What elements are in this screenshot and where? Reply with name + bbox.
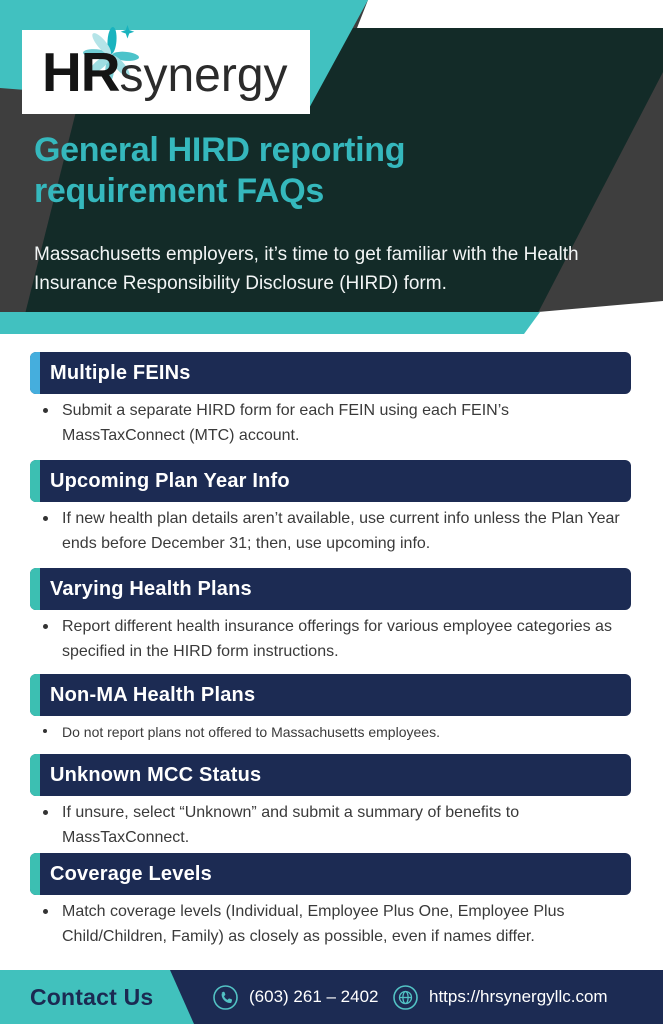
- phone-icon: [212, 984, 239, 1011]
- section-bullets: [30, 506, 631, 556]
- page-subtitle: Massachusetts employers, it’s time to get familiar with the Health Insurance Responsibility Disclosure (HIRD) form.: [34, 244, 579, 294]
- section-title: Coverage Levels: [50, 862, 212, 885]
- section-header-bar: [30, 674, 631, 716]
- section-accent-bar: [30, 460, 40, 502]
- section-title: Varying Health Plans: [50, 577, 252, 600]
- section-bullets: [30, 398, 631, 448]
- section-accent-bar: [30, 754, 40, 796]
- section-header-bar: [30, 853, 631, 895]
- section-bullets: [30, 722, 631, 742]
- logo-bold-part: HR: [42, 41, 120, 103]
- brand-logo-text: [42, 40, 288, 104]
- footer: [0, 970, 663, 1024]
- section-header-bar: [30, 754, 631, 796]
- header: [0, 0, 663, 334]
- section-title: Multiple FEINs: [50, 361, 191, 384]
- phone-number[interactable]: (603) 261 – 2402: [249, 987, 379, 1006]
- section-header-bar: [30, 460, 631, 502]
- section-accent-bar: [30, 352, 40, 394]
- section-bullets: [30, 899, 631, 949]
- bullet-item: Submit a separate HIRD form for each FEIN using each FEIN’s MassTaxConnect (MTC) account.: [30, 398, 622, 448]
- section-accent-bar: [30, 853, 40, 895]
- section-title: Unknown MCC Status: [50, 763, 262, 786]
- footer-website[interactable]: [392, 970, 608, 1024]
- section-bullets: [30, 800, 631, 850]
- logo-light-part: synergy: [119, 49, 288, 102]
- section-title: Upcoming Plan Year Info: [50, 469, 290, 492]
- globe-icon: [392, 984, 419, 1011]
- section-header-bar: [30, 568, 631, 610]
- section-bullets: [30, 614, 631, 664]
- faq-section: [30, 460, 631, 556]
- faq-section: [30, 754, 631, 850]
- bullet-item: Do not report plans not offered to Massachusetts employees.: [30, 722, 622, 742]
- section-header-bar: [30, 352, 631, 394]
- bullet-item: Match coverage levels (Individual, Employee Plus One, Employee Plus Child/Children, Family) as closely as possible, even if names differ.: [30, 899, 622, 949]
- bullet-item: If unsure, select “Unknown” and submit a summary of benefits to MassTaxConnect.: [30, 800, 622, 850]
- section-title: Non-MA Health Plans: [50, 683, 256, 706]
- footer-phone[interactable]: [212, 970, 379, 1024]
- brand-logo: [22, 30, 310, 114]
- section-accent-bar: [30, 674, 40, 716]
- bullet-item: Report different health insurance offerings for various employee categories as specified in the HIRD form instructions.: [30, 614, 622, 664]
- website-url[interactable]: https://hrsynergyllc.com: [429, 987, 608, 1006]
- faq-section: [30, 674, 631, 742]
- contact-us-label: Contact Us: [30, 983, 154, 1010]
- faq-section: [30, 853, 631, 949]
- bullet-item: If new health plan details aren’t available, use current info unless the Plan Year ends before December 31; then, use upcoming info.: [30, 506, 622, 556]
- faq-section: [30, 568, 631, 664]
- page-title: General HIRD reporting requirement FAQs: [34, 131, 406, 210]
- section-accent-bar: [30, 568, 40, 610]
- faq-section: [30, 352, 631, 448]
